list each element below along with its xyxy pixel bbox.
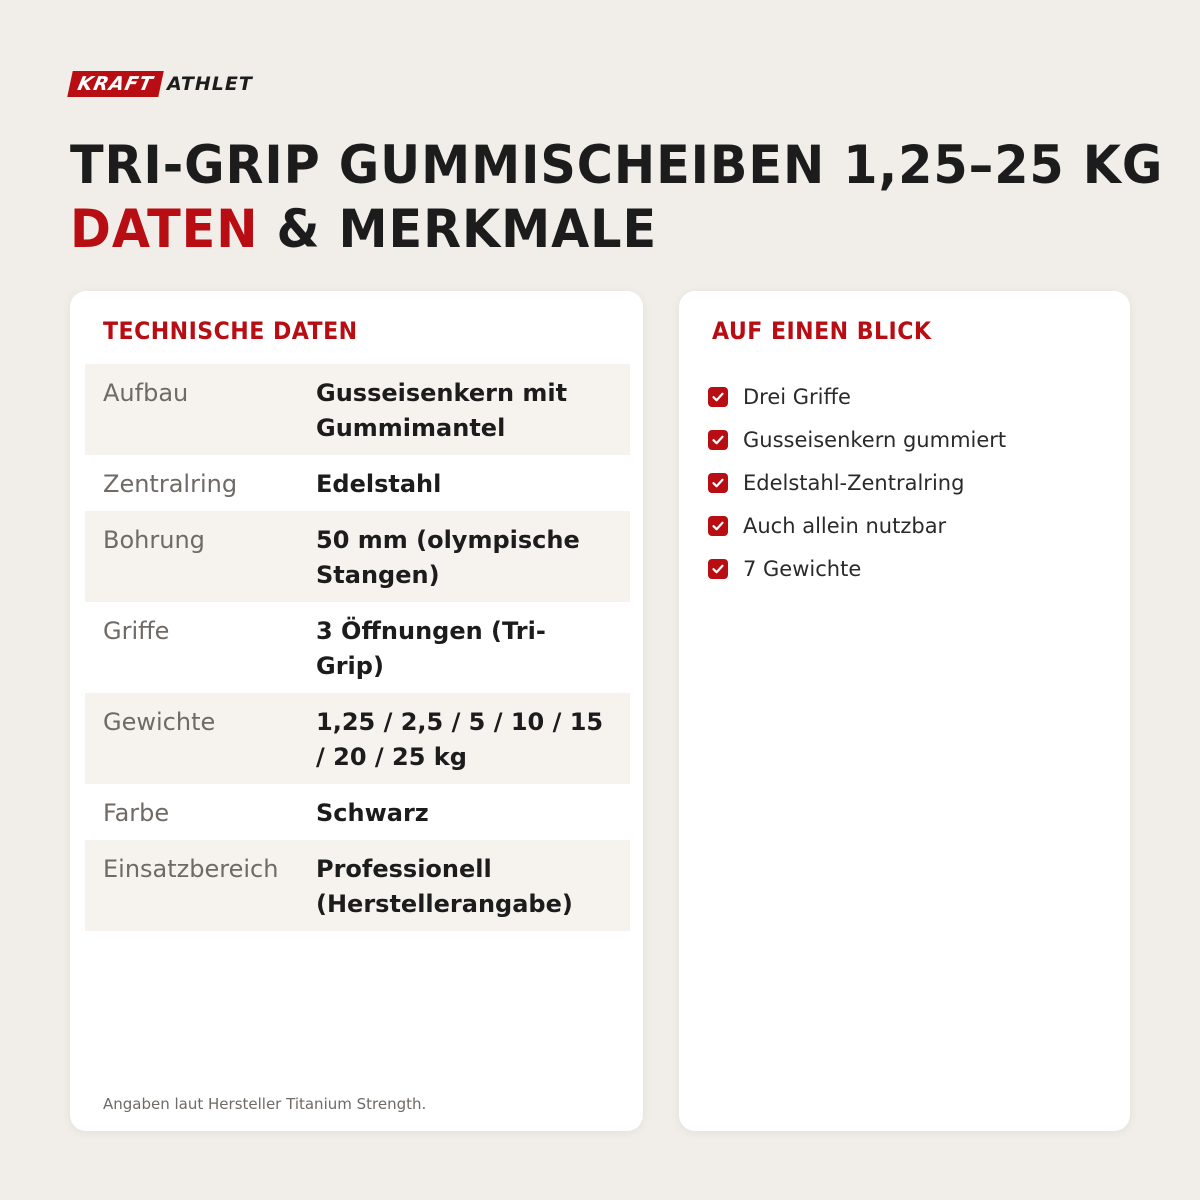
spec-key: Aufbau (103, 379, 189, 407)
brand-logo (70, 70, 253, 98)
list-item (708, 418, 1006, 461)
spec-row (85, 511, 630, 602)
spec-key: Gewichte (103, 708, 216, 736)
spec-key: Zentralring (103, 470, 238, 498)
list-item (708, 375, 1006, 418)
technical-data-card (70, 291, 643, 1131)
source-footnote: Angaben laut Hersteller Titanium Strength. (103, 1095, 427, 1113)
feature-label: Edelstahl-Zentralring (743, 470, 965, 495)
spec-value: Gusseisenkern mit Gummimantel (316, 379, 568, 442)
list-item (708, 461, 1006, 504)
feature-label: Auch allein nutzbar (743, 513, 947, 538)
checkbox-checked-icon (708, 516, 728, 536)
spec-key: Bohrung (103, 526, 205, 554)
spec-key: Einsatzbereich (103, 855, 279, 883)
spec-row (85, 455, 630, 511)
technical-data-title: TECHNISCHE DATEN (103, 317, 358, 345)
spec-row (85, 693, 630, 784)
at-a-glance-title: AUF EINEN BLICK (712, 317, 932, 345)
spec-value: 1,25 / 2,5 / 5 / 10 / 15 / 20 / 25 kg (316, 708, 604, 771)
feature-label: Gusseisenkern gummiert (743, 427, 1007, 452)
spec-row (85, 784, 630, 840)
list-item (708, 504, 1006, 547)
spec-value: 50 mm (olympische Stangen) (316, 526, 580, 589)
spec-value: 3 Öffnungen (Tri-Grip) (316, 617, 546, 680)
checkbox-checked-icon (708, 473, 728, 493)
feature-label: 7 Gewichte (743, 556, 862, 581)
at-a-glance-card (679, 291, 1130, 1131)
feature-label: Drei Griffe (743, 384, 851, 409)
spec-table (85, 364, 630, 931)
checkbox-checked-icon (708, 430, 728, 450)
list-item (708, 547, 1006, 590)
title-line-1: TRI-GRIP GUMMISCHEIBEN 1,25–25 KG (70, 135, 1164, 196)
title-line-2-rest: & MERKMALE (258, 199, 658, 260)
logo-athlet: ATHLET (167, 73, 253, 95)
spec-row (85, 364, 630, 455)
logo-kraft: KRAFT (67, 71, 164, 97)
spec-key: Griffe (103, 617, 170, 645)
spec-row (85, 602, 630, 693)
spec-value: Schwarz (316, 799, 429, 827)
checkbox-checked-icon (708, 559, 728, 579)
spec-row (85, 840, 630, 931)
page-title (70, 134, 1163, 262)
spec-value: Edelstahl (316, 470, 442, 498)
checkbox-checked-icon (708, 387, 728, 407)
feature-list (708, 375, 1006, 590)
title-accent: DATEN (70, 199, 259, 260)
spec-value: Professionell (Herstellerangabe) (316, 855, 573, 918)
spec-key: Farbe (103, 799, 170, 827)
